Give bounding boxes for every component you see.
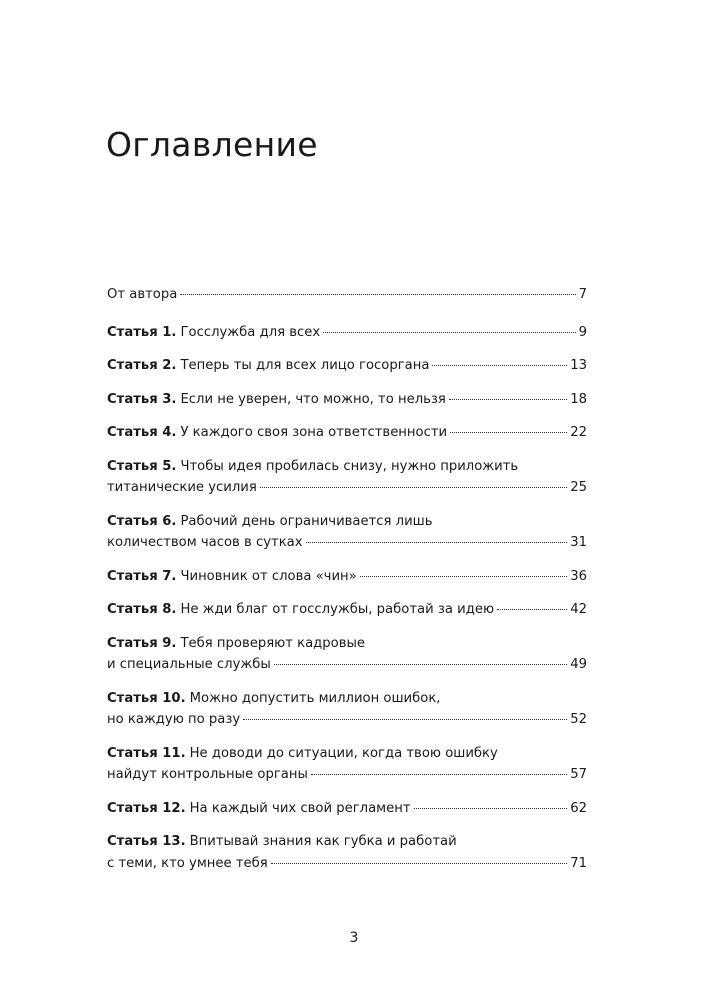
dot-leader bbox=[274, 664, 567, 665]
toc-entry-title: Не доводи до ситуации, когда твою ошибку bbox=[189, 745, 498, 761]
toc-entry-label: Статья 7. bbox=[107, 568, 177, 584]
toc-entry-line bbox=[107, 654, 587, 676]
toc-entry-line bbox=[107, 389, 587, 411]
toc-entry-title: Можно допустить миллион ошибок, bbox=[189, 690, 441, 706]
toc-entry-page: 49 bbox=[570, 657, 587, 672]
toc-entry-label: Статья 4. bbox=[107, 425, 177, 440]
toc-entry-title: Чтобы идея пробилась снизу, нужно приложить bbox=[180, 458, 519, 474]
dot-leader bbox=[414, 808, 568, 809]
toc-entry bbox=[107, 422, 587, 444]
toc-entry-page: 52 bbox=[570, 712, 587, 727]
toc-entry-line bbox=[107, 688, 587, 710]
toc-entry bbox=[107, 284, 587, 306]
dot-leader bbox=[180, 294, 575, 295]
toc-entry-title: Теперь ты для всех лицо госоргана bbox=[180, 358, 430, 373]
toc-entry-title: найдут контрольные органы bbox=[107, 767, 308, 782]
toc-entry-line bbox=[107, 633, 587, 655]
toc-entry bbox=[107, 322, 587, 344]
toc-entry bbox=[107, 798, 587, 820]
toc-entry-line bbox=[107, 284, 587, 306]
toc-entry-title: Если не уверен, что можно, то нельзя bbox=[180, 391, 446, 407]
toc-entry bbox=[107, 566, 587, 588]
dot-leader bbox=[260, 487, 567, 488]
toc-entry-line bbox=[107, 355, 587, 377]
dot-leader bbox=[271, 863, 568, 864]
toc-entry-page: 25 bbox=[570, 480, 587, 495]
toc-entry-line bbox=[107, 322, 587, 344]
toc-entry-title: титанические усилия bbox=[107, 480, 257, 495]
dot-leader bbox=[306, 542, 568, 543]
toc-entry-line bbox=[107, 532, 587, 554]
toc-entry-title: У каждого своя зона ответственности bbox=[180, 425, 448, 440]
toc-entry-title: Тебя проверяют кадровые bbox=[180, 635, 366, 651]
toc-entry-line bbox=[107, 566, 587, 588]
toc-entry-label: Статья 5. bbox=[107, 458, 177, 474]
toc-entry bbox=[107, 743, 587, 786]
toc-entry-label: Статья 11. bbox=[107, 745, 186, 761]
dot-leader bbox=[450, 432, 567, 433]
toc-entry-label: Статья 6. bbox=[107, 513, 177, 529]
toc-entry-page: 57 bbox=[570, 767, 587, 782]
toc-entry-page: 71 bbox=[570, 855, 587, 871]
toc-entry-line bbox=[107, 743, 587, 765]
toc-entry-line bbox=[107, 456, 587, 478]
table-of-contents bbox=[107, 284, 587, 886]
dot-leader bbox=[311, 774, 567, 775]
toc-entry-line bbox=[107, 798, 587, 820]
toc-entry bbox=[107, 511, 587, 554]
toc-entry bbox=[107, 355, 587, 377]
page-number: 3 bbox=[349, 930, 359, 946]
toc-entry-title: с теми, кто умнее тебя bbox=[107, 855, 268, 871]
toc-entry-label: Статья 1. bbox=[107, 324, 177, 340]
toc-entry-line bbox=[107, 511, 587, 533]
toc-entry-label: Статья 8. bbox=[107, 602, 177, 617]
toc-entry-line bbox=[107, 599, 587, 621]
dot-leader bbox=[243, 719, 567, 720]
toc-entry-page: 42 bbox=[570, 602, 587, 617]
toc-entry-line bbox=[107, 831, 587, 853]
toc-entry-line bbox=[107, 853, 587, 875]
dot-leader bbox=[432, 365, 567, 366]
toc-entry-title: количеством часов в сутках bbox=[107, 535, 303, 550]
toc-entry-title: На каждый чих свой регламент bbox=[189, 800, 411, 816]
page-title: Оглавление bbox=[106, 125, 318, 164]
toc-entry-line bbox=[107, 764, 587, 786]
toc-entry-label: Статья 3. bbox=[107, 391, 177, 407]
toc-entry-page: 9 bbox=[578, 324, 587, 340]
toc-entry-page: 31 bbox=[570, 535, 587, 550]
toc-entry-page: 13 bbox=[570, 358, 587, 373]
toc-entry-page: 22 bbox=[570, 425, 587, 440]
toc-entry-title: но каждую по разу bbox=[107, 712, 241, 727]
toc-entry-line bbox=[107, 709, 587, 731]
toc-entry-label: Статья 10. bbox=[107, 690, 186, 706]
toc-entry-line bbox=[107, 477, 587, 499]
toc-entry-title: Рабочий день ограничивается лишь bbox=[180, 513, 433, 529]
toc-entry bbox=[107, 599, 587, 621]
dot-leader bbox=[497, 609, 567, 610]
toc-entry-title: Не жди благ от госслужбы, работай за идею bbox=[180, 602, 495, 617]
toc-entry-line bbox=[107, 422, 587, 444]
toc-entry-title: Госслужба для всех bbox=[180, 324, 321, 340]
toc-entry-title: Чиновник от слова «чин» bbox=[180, 568, 357, 584]
toc-entry-label: Статья 9. bbox=[107, 635, 177, 651]
toc-entry-page: 18 bbox=[570, 391, 587, 407]
toc-entry-page: 36 bbox=[570, 568, 587, 584]
toc-entry-label: Статья 2. bbox=[107, 358, 177, 373]
toc-entry bbox=[107, 688, 587, 731]
toc-entry-title: От автора bbox=[107, 287, 178, 302]
toc-entry bbox=[107, 831, 587, 874]
dot-leader bbox=[449, 399, 567, 400]
toc-entry-title: Впитывай знания как губка и работай bbox=[189, 834, 457, 849]
dot-leader bbox=[323, 332, 575, 333]
toc-entry-title: и специальные службы bbox=[107, 657, 271, 672]
dot-leader bbox=[360, 576, 567, 577]
toc-entry bbox=[107, 633, 587, 676]
toc-entry-label: Статья 13. bbox=[107, 834, 186, 849]
toc-entry-label: Статья 12. bbox=[107, 800, 186, 816]
toc-entry-page: 7 bbox=[578, 287, 587, 302]
toc-entry bbox=[107, 456, 587, 499]
toc-entry bbox=[107, 389, 587, 411]
toc-entry-page: 62 bbox=[570, 800, 587, 816]
